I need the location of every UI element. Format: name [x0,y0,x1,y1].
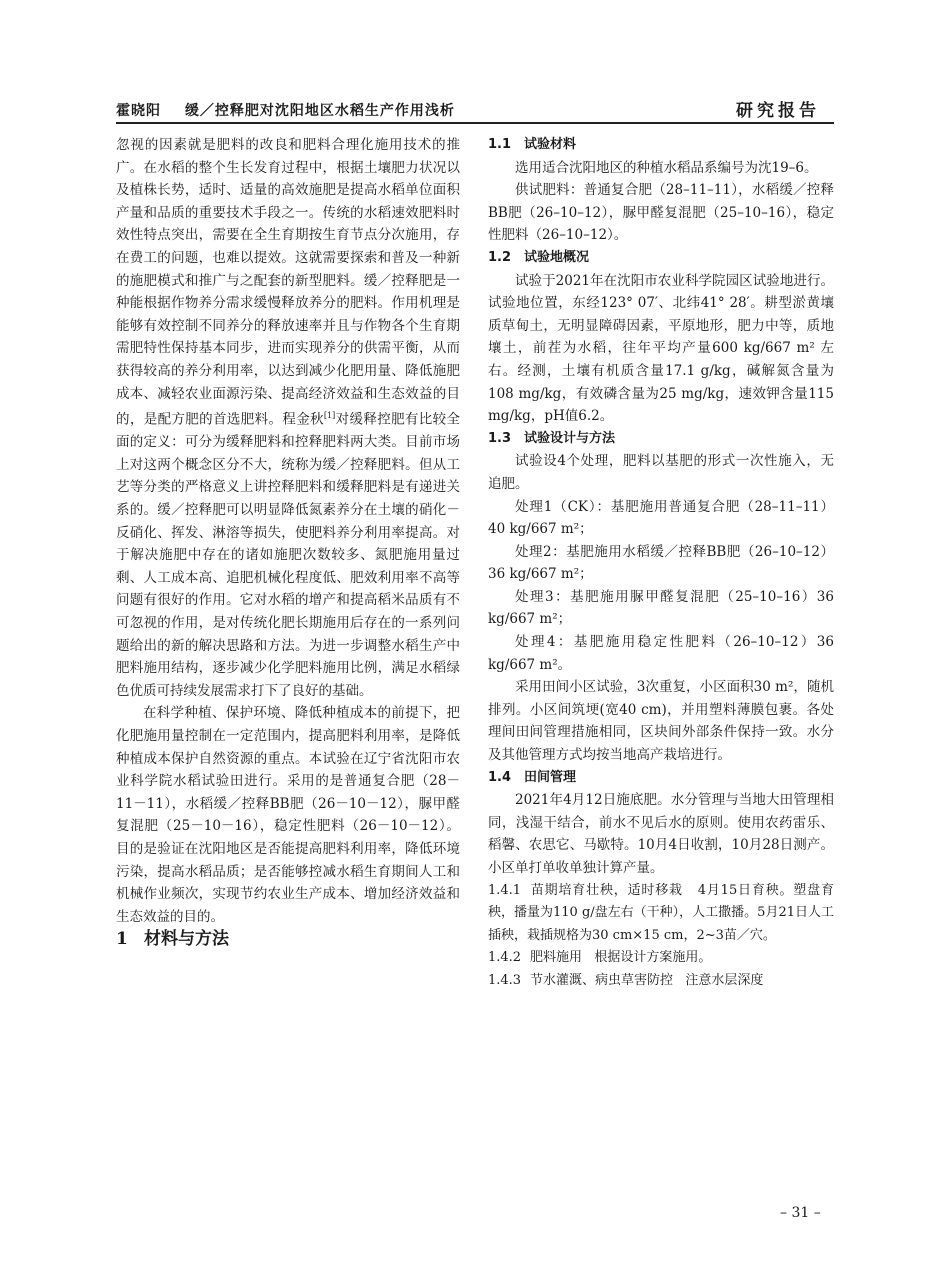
header-section-label: 研究报告 [736,101,820,121]
section-heading-1-2: 1.2 试验地概况 [488,249,590,265]
subsection-1-4-3: 1.4.3 节水灌溉、病虫草害防控 注意水层深度 [488,972,764,988]
subsection-1-4-2: 1.4.2 肥料施用 根据设计方案施用。 [488,950,712,966]
header-rule [116,122,834,124]
header-title: 缓／控释肥对沈阳地区水稻生产作用浅析 [184,103,455,119]
left-column [116,134,460,951]
treatment-4: 处理4：基肥施用稳定性肥料（26–10–12）36 kg/667 m²。 [488,634,834,673]
right-column [488,134,834,993]
treatment-3: 处理3：基肥施用脲甲醛复混肥（25–10–16）36 kg/667 m²； [488,588,834,628]
section-heading-1-4: 1.4 田间管理 [488,769,577,785]
paragraph: 供试肥料：普通复合肥（28–11–11），水稻缓／控释BB肥（26–10–12），脲甲醛复混肥（25–10–16），稳定性肥料（26–10–12）。 [488,182,834,244]
subsection-1-4-1: 1.4.1 苗期培育壮秧，适时移栽 4月15日育秧。塑盘育秧，播量为110 g/盘左右（干种），人工撒播。5月21日人工插秧，栽插规格为30 cm×15 cm，2~3苗／穴。 [488,882,834,943]
header-author: 霍晓阳 [116,103,161,119]
treatment-2: 处理2：基肥施用水稻缓／控释BB肥（26–10–12）36 kg/667 m²； [488,543,834,583]
paragraph: 选用适合沈阳地区的种植水稻品系编号为沈19–6。 [515,159,818,176]
paragraph: 试验于2021年在沈阳市农业科学院园区试验地进行。试验地位置，东经123° 07′、北纬41° 28′。耕型淤黄壤质草甸土，无明显障碍因素，平原地形，肥力中等，质地壤土，前茬为水稻，往年平均产量600 kg/667 m² 左右。经测，土壤有机质含量17.1 g/kg，碱解氮含量为108 mg/kg，有效磷含量为25 mg/kg，速效钾含量115 mg/kg，pH值6.2。 [488,272,834,425]
running-header [116,100,455,120]
treatment-1: 处理1（CK）：基肥施用普通复合肥（28–11–11）40 kg/667 m²； [488,498,834,538]
paragraph: 忽视的因素就是肥料的改良和肥料合理化施用技术的推广。在水稻的整个生长发育过程中，根据土壤肥力状况以及植株长势，适时、适量的高效施肥是提高水稻单位面积产量和品质的重要技术手段之一。传统的水稻速效肥料时效性特点突出，需要在全生育期按生育节点分次施用，存在费工的问题，也难以提效。这就需要探索和普及一种新的施肥模式和推广与之配套的新型肥料。缓／控释肥是一种能根据作物养分需求缓慢释放养分的肥料。作用机理是能够有效控制不同养分的释放速率并且与作物各个生育期需肥特性保持基本同步，进而实现养分的供需平衡，从而获得较高的养分利用率，以达到减少化肥用量、降低施肥成本、减轻农业面源污染、提高经济效益和生态效益的目的，是配方肥的首选肥料。程金秋[1]对缓释控肥有比较全面的定义：可分为缓释肥料和控释肥料两大类。目前市场上对这两个概念区分不大，统称为缓／控释肥料。但从工艺等分类的严格意义上讲控释肥料和缓释肥料是有递进关系的。缓／控释肥可以明显降低氮素养分在土壤的硝化－反硝化、挥发、淋溶等损失，使肥料养分利用率提高。对于解决施肥中存在的诸如施肥次数较多、氮肥施用量过剩、人工成本高、追肥机械化程度低、肥效利用率不高等问题有很好的作用。它对水稻的增产和提高稻米品质有不可忽视的作用，是对传统化肥长期施用后存在的一系列问题给出的新的解决思路和方法。为进一步调整水稻生产中肥料施用结构，逐步减少化学肥料施用比例，满足水稻绿色优质可持续发展需求打下了良好的基础。 [116,137,461,699]
paragraph: 采用田间小区试验，3次重复，小区面积30 m²，随机排列。小区间筑埂(宽40 cm)，并用塑料薄膜包裹。各处理间田间管理措施相同，区块间外部条件保持一致。水分及其他管理方式均按当地高产栽培进行。 [488,679,834,764]
paragraph: 在科学种植、保护环境、降低种植成本的前提下，把化肥施用量控制在一定范围内，提高肥料利用率，是降低种植成本保护自然资源的重点。本试验在辽宁省沈阳市农业科学院水稻试验田进行。采用的是普通复合肥（28－11－11），水稻缓／控释BB肥（26－10－12），脲甲醛复混肥（25－10－16），稳定性肥料（26－10－12）。目的是验证在沈阳地区是否能提高肥料利用率，降低环境污染，提高水稻品质；是否能够控减水稻生育期间人工和机械作业频次，实现节约农业生产成本、增加经济效益和生态效益的目的。 [116,705,460,925]
citation-ref[interactable]: [1] [323,411,336,421]
page-number: – 31 – [780,1205,821,1221]
section-heading-1-1: 1.1 试验材料 [488,137,577,152]
section-heading-1-3: 1.3 试验设计与方法 [488,430,616,446]
paragraph: 2021年4月12日施底肥。水分管理与当地大田管理相同，浅湿干结合，前水不见后水的原则。使用农药雷乐、稻馨、农思它、马歇特。10月4日收割，10月28日测产。小区单打单收单独计算产量。 [488,792,834,876]
paragraph: 试验设4个处理，肥料以基肥的形式一次性施入，无追肥。 [488,453,834,492]
section-heading-1: 1 材料与方法 [116,929,229,950]
